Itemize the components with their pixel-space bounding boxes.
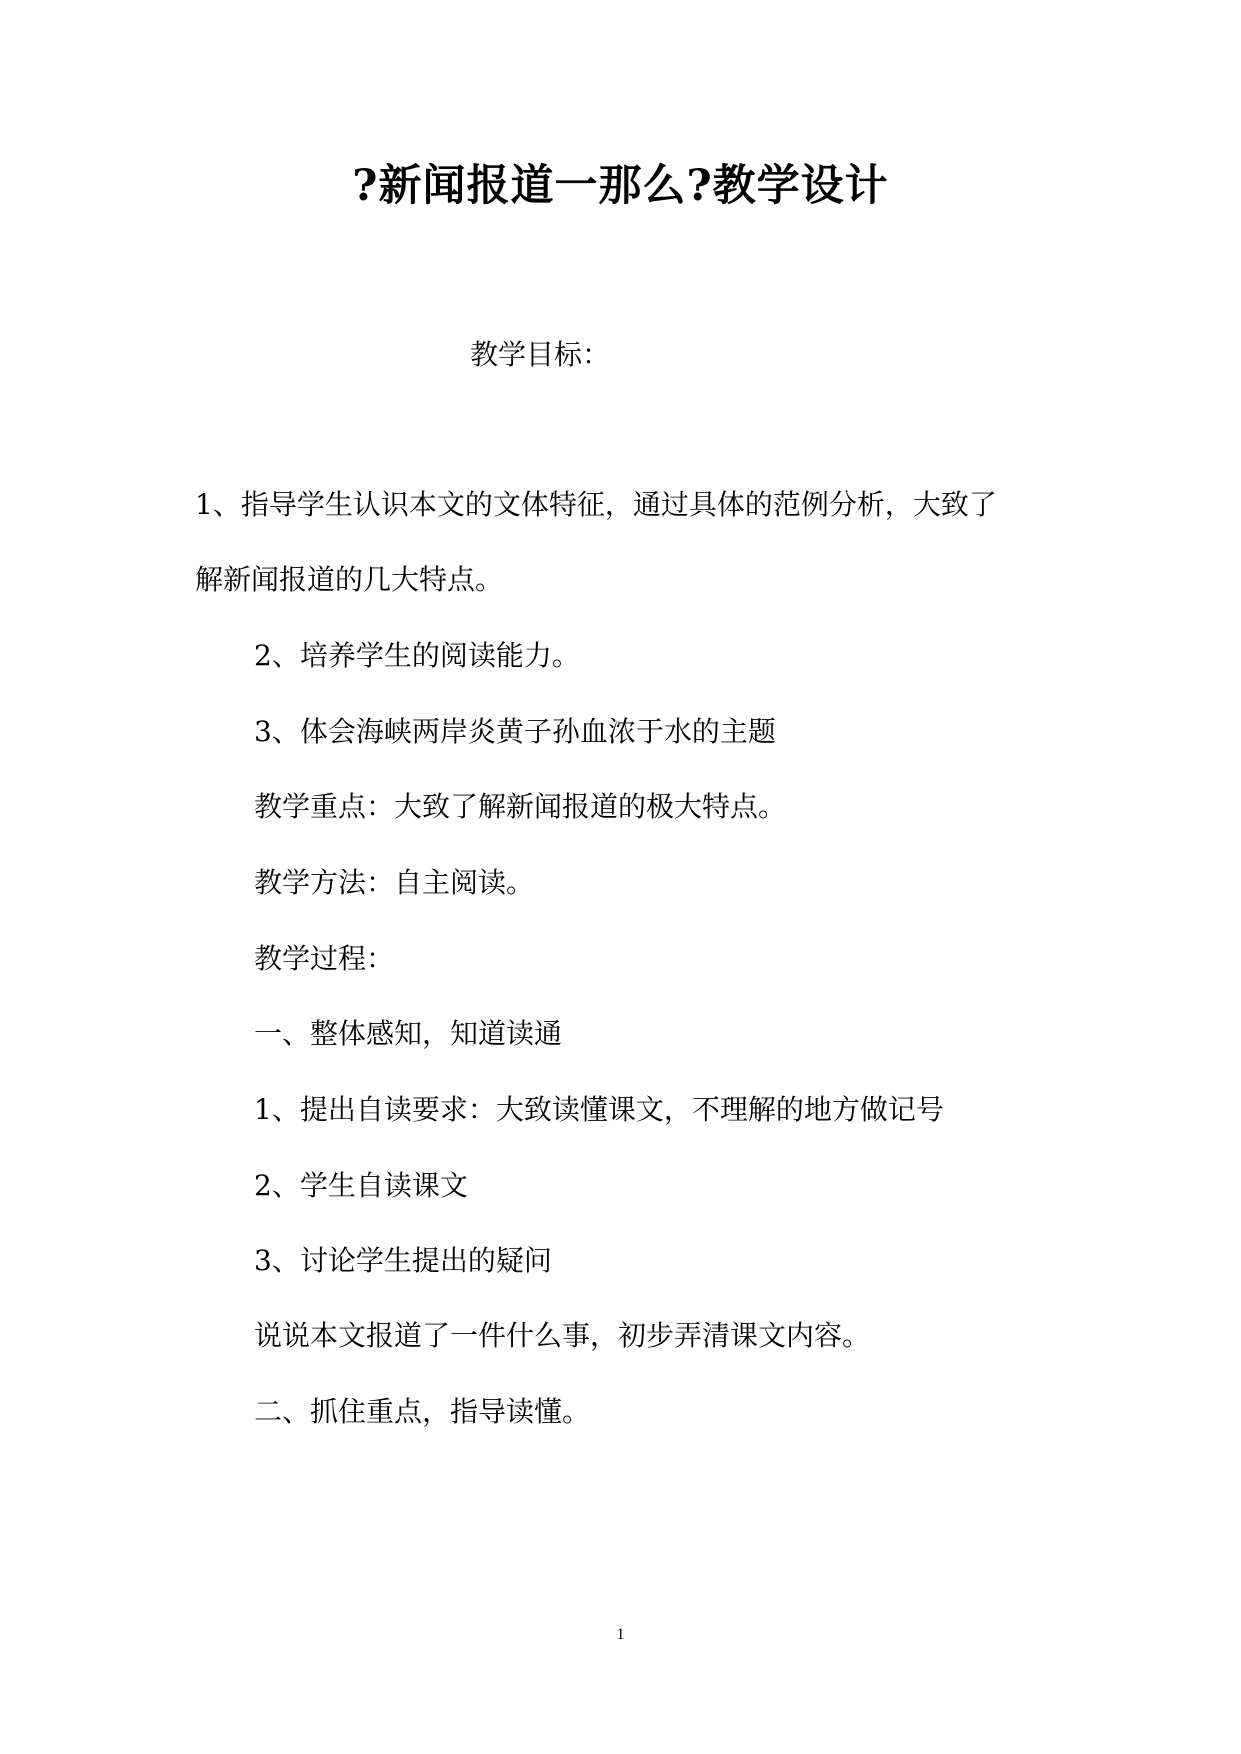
- page-number: 1: [616, 1626, 625, 1643]
- section-heading-teaching-objectives: 教学目标：: [469, 338, 610, 371]
- teaching-process-heading: 教学过程：: [254, 942, 395, 975]
- objective-3: 3、体会海峡两岸炎黄子孙血浓于水的主题: [254, 715, 776, 748]
- step-1-item-1: 1、提出自读要求：大致读懂课文，不理解的地方做记号: [254, 1093, 944, 1126]
- step-1-item-3: 3、讨论学生提出的疑问: [254, 1244, 552, 1277]
- teaching-method: 教学方法：自主阅读。: [254, 866, 535, 899]
- step-1-heading: 一、整体感知，知道读通: [254, 1017, 563, 1050]
- step-1-item-3-detail: 说说本文报道了一件什么事，初步弄清课文内容。: [254, 1319, 871, 1352]
- objective-1-line-1: 1、指导学生认识本文的文体特征，通过具体的范例分析，大致了: [195, 488, 997, 521]
- teaching-focus: 教学重点：大致了解新闻报道的极大特点。: [254, 790, 787, 823]
- objective-1-line-2: 解新闻报道的几大特点。: [195, 563, 504, 596]
- objective-2: 2、培养学生的阅读能力。: [254, 639, 580, 672]
- step-1-item-2: 2、学生自读课文: [254, 1169, 468, 1202]
- step-2-heading: 二、抓住重点，指导读懂。: [254, 1395, 591, 1428]
- document-title: ?新闻报道一那么?教学设计: [352, 161, 889, 211]
